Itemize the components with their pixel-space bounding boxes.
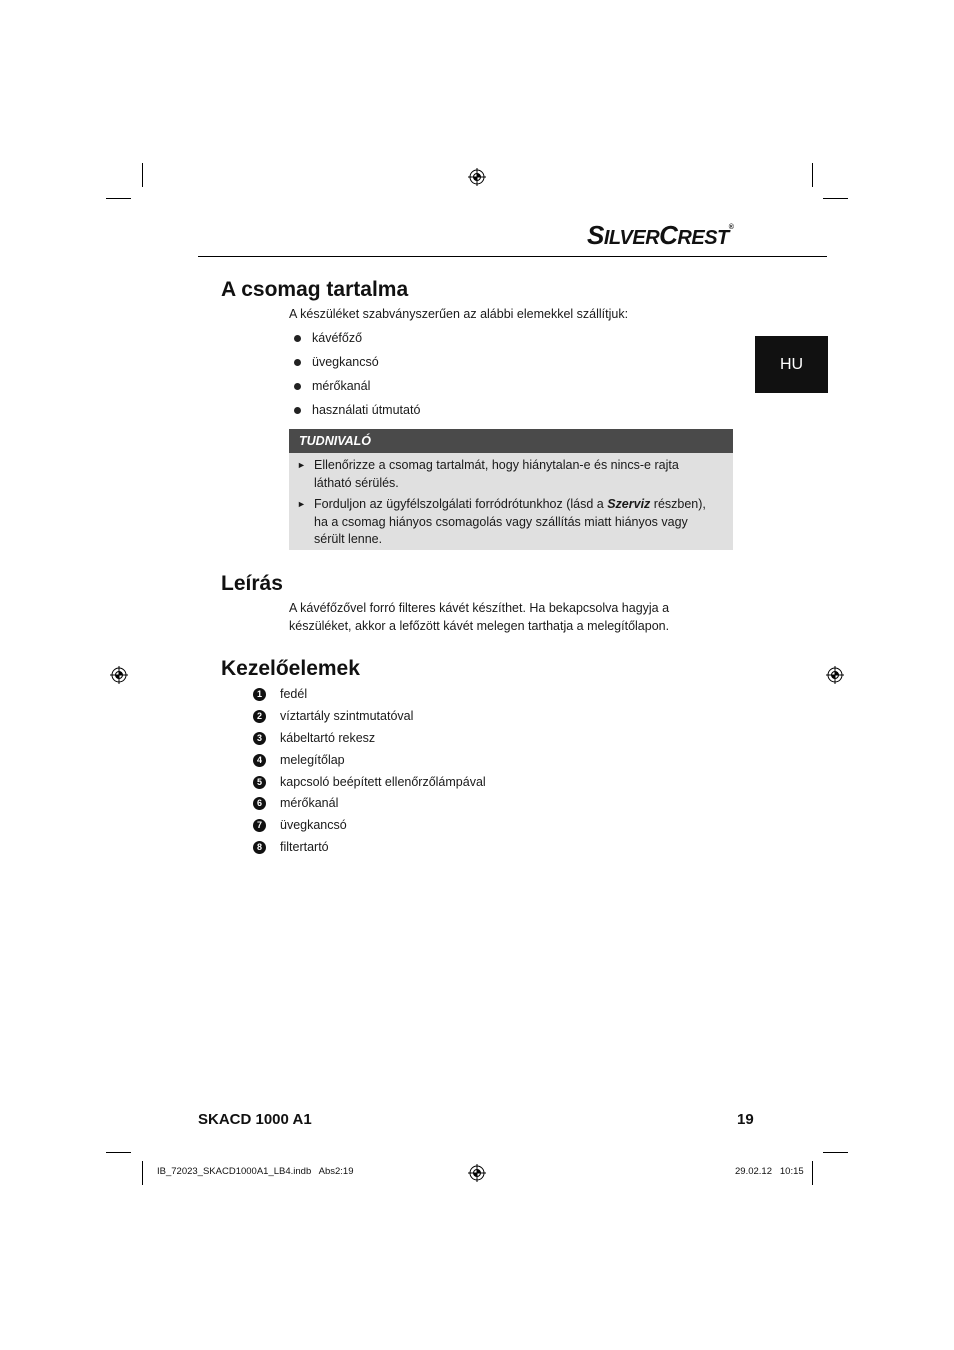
- registration-mark-icon: [468, 168, 486, 186]
- list-item: üvegkancsó: [293, 354, 420, 378]
- crop-mark: [106, 198, 131, 199]
- number-badge: 1: [253, 688, 266, 701]
- controls-list: [253, 686, 486, 861]
- page-number: 19: [737, 1111, 754, 1128]
- package-list: [293, 330, 420, 426]
- arrow-right-icon: ►: [297, 499, 306, 509]
- crop-mark: [142, 163, 143, 187]
- section-title-controls: Kezelőelemek: [221, 657, 360, 680]
- note-item: ► Ellenőrizze a csomag tartalmát, hogy hiánytalan-e és nincs-e rajta látható sérülés.: [297, 458, 679, 490]
- registration-mark-icon: [110, 666, 128, 684]
- list-item: 8 filtertartó: [253, 839, 486, 861]
- list-item: használati útmutató: [293, 402, 420, 426]
- bullet-icon: [294, 383, 301, 390]
- list-item: 4 melegítőlap: [253, 752, 486, 774]
- package-intro: A készüléket szabványszerűen az alábbi elemekkel szállítjuk:: [289, 307, 629, 321]
- note-heading: TUDNIVALÓ: [289, 429, 733, 453]
- section-title-description: Leírás: [221, 572, 283, 595]
- number-badge: 3: [253, 732, 266, 745]
- description-text: A kávéfőzővel forró filteres kávét készíthet. Ha bekapcsolva hagyja a készüléket, akkor a lefőzött kávét melegen tarthatja a melegítőlapon.: [289, 601, 670, 633]
- list-item: 2 víztartály szintmutatóval: [253, 708, 486, 730]
- list-item: 5 kapcsoló beépített ellenőrzőlámpával: [253, 774, 486, 796]
- list-item: 6 mérőkanál: [253, 795, 486, 817]
- brand-logo: SILVERCREST®: [587, 220, 734, 250]
- note-item: ► Forduljon az ügyfélszolgálati forródrótunkhoz (lásd a Szerviz részben), ha a csomag hiányos csomagolás vagy szállítás miatt hiányos vagy sérült lenne.: [297, 497, 706, 546]
- number-badge: 2: [253, 710, 266, 723]
- number-badge: 4: [253, 754, 266, 767]
- bullet-icon: [294, 407, 301, 414]
- number-badge: 8: [253, 841, 266, 854]
- crop-mark: [812, 163, 813, 187]
- print-slug-left: IB_72023_SKACD1000A1_LB4.indb Abs2:19: [157, 1166, 354, 1177]
- header-rule: [198, 256, 827, 257]
- list-item: kávéfőző: [293, 330, 420, 354]
- list-item: 7 üvegkancsó: [253, 817, 486, 839]
- footer-model: SKACD 1000 A1: [198, 1111, 312, 1128]
- registration-mark-icon: [826, 666, 844, 684]
- list-item: 3 kábeltartó rekesz: [253, 730, 486, 752]
- section-title-package: A csomag tartalma: [221, 278, 409, 301]
- crop-mark: [823, 1152, 848, 1153]
- registration-mark-icon: [468, 1164, 486, 1182]
- crop-mark: [142, 1161, 143, 1185]
- list-item: 1 fedél: [253, 686, 486, 708]
- crop-mark: [823, 198, 848, 199]
- number-badge: 6: [253, 797, 266, 810]
- note-box: [289, 429, 733, 550]
- bullet-icon: [294, 335, 301, 342]
- print-slug-right: 29.02.12 10:15: [735, 1166, 804, 1177]
- list-item: mérőkanál: [293, 378, 420, 402]
- language-tab: HU: [755, 336, 828, 393]
- arrow-right-icon: ►: [297, 460, 306, 470]
- crop-mark: [812, 1161, 813, 1185]
- number-badge: 7: [253, 819, 266, 832]
- bullet-icon: [294, 359, 301, 366]
- crop-mark: [106, 1152, 131, 1153]
- number-badge: 5: [253, 776, 266, 789]
